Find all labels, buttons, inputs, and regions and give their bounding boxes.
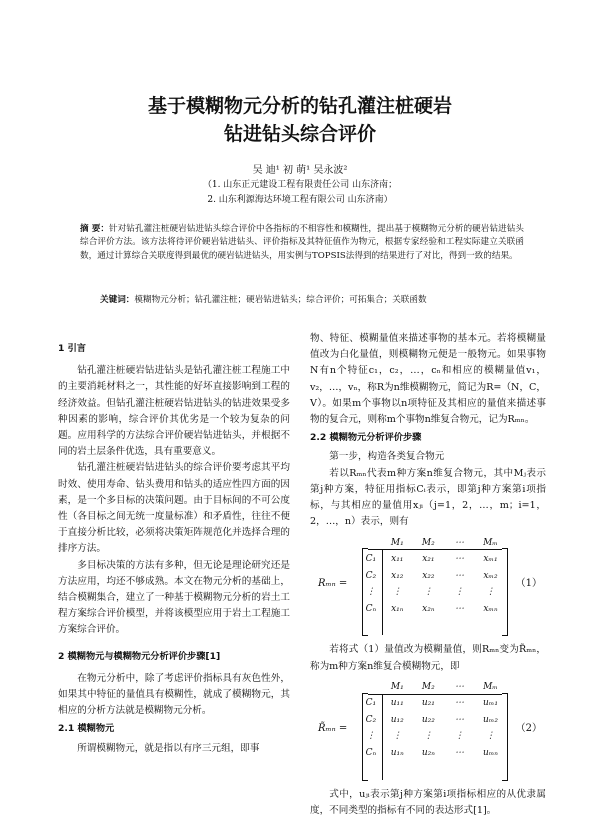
matrix-cell: xₘ₁: [483, 554, 498, 565]
matrix-cell: u₁ₙ: [390, 747, 404, 758]
matrix-cell: M₂: [421, 537, 435, 548]
matrix-cell: u₂₁: [421, 698, 435, 709]
paper-title-line-1: 基于模糊物元分析的钻孔灌注桩硬岩: [147, 95, 452, 117]
matrix-grid: [360, 679, 506, 762]
matrix-row: [360, 584, 506, 601]
matrix-cell: ⋮: [392, 587, 402, 598]
matrix-grid: [360, 534, 506, 617]
keywords-text: 模糊物元分析；钻孔灌注桩；硬岩钻进钻头；综合评价；可拓集合；关联函数: [134, 295, 427, 305]
matrix-cell: ⋮: [485, 587, 495, 598]
matrix-header-row: [360, 679, 506, 696]
matrix-row: [360, 567, 506, 584]
equation-2-number: （2）: [515, 722, 542, 734]
keywords-label: 关键词：: [100, 295, 135, 305]
paragraph: 钻孔灌注桩硬岩钻进钻头是钻孔灌注桩工程施工中的主要消耗材料之一，其性能的好坏直接影响到工程的经济效益。但钻孔灌注桩硬岩钻进钻头的钻进效果受多种因素的影响，综合评价其优劣是一个较为复杂的问题。应用科学的方法综合评价硬岩钻进钻头，并根据不同的岩土层条件优选，具有重要意义。: [58, 365, 290, 458]
matrix-header-row: [360, 534, 506, 551]
matrix-cell: ⋮: [485, 731, 495, 742]
equation-2: [310, 679, 546, 781]
equation-1: [310, 534, 546, 636]
matrix-cell: ⋮: [366, 587, 376, 598]
matrix-cell: ⋯: [454, 714, 464, 725]
paragraph: 式中，uⱼᵢ表示第j种方案第i项指标相应的从优隶属度，不同类型的指标有不同的表达形式[1]。: [310, 788, 546, 817]
matrix-cell: u₂₂: [421, 714, 435, 725]
matrix-row: [360, 600, 506, 617]
paragraph: 多目标决策的方法有多种，但无论是理论研究还是方法应用，均还不够成熟。本文在物元分析的基础上，结合模糊集合，建立了一种基于模糊物元分析的岩土工程方案综合评价模型，并将该模型应用于岩土工程施工方案综合评价。: [58, 559, 290, 636]
equation-2-label: R̃ₘₙ =: [318, 722, 348, 734]
affiliation-2: 2. 山东利源海达环境工程有限公司 山东济南）: [207, 195, 393, 205]
matrix-cell: C₂: [365, 570, 377, 581]
paragraph: 若以Rₘₙ代表m种方案n维复合物元，其中Mⱼ表示第j种方案，特征用指标Cᵢ表示，即第j种方案第i项指标，与其相应的量值用xⱼᵢ（j=1，2，…，m；i=1，2，…，n）表示，则有: [310, 467, 546, 528]
equation-1-number: （1）: [515, 578, 542, 590]
matrix-row: [360, 712, 506, 729]
matrix-row: [360, 728, 506, 745]
paragraph: 所谓模糊物元，就是指以有序三元组，即事: [77, 742, 260, 754]
matrix-cell: ⋮: [454, 731, 464, 742]
matrix-cell: ⋮: [423, 731, 433, 742]
affiliation-1: （1. 山东正元建设工程有限责任公司 山东济南；: [202, 180, 398, 190]
matrix-cell: x₁₂: [391, 570, 404, 581]
section-heading-intro: 1 引言: [58, 343, 86, 354]
matrix-cell: u₁₂: [390, 714, 404, 725]
matrix-cell: x₂₁: [422, 554, 435, 565]
matrix-cell: xₘ₂: [483, 570, 498, 581]
matrix-cell: x₂ₙ: [422, 603, 435, 614]
left-column: [58, 331, 290, 757]
matrix-cell: C₁: [365, 554, 377, 565]
matrix-cell: C₁: [365, 698, 377, 709]
abstract-text: 针对钻孔灌注桩硬岩钻进钻头综合评价中各指标的不相容性和模糊性，提出基于模糊物元分析的硬岩钻进钻头综合评价方法。该方法将待评价硬岩钻进钻头、评价指标及其特征值作为物元，根据专家经验和工程实际建立关联函数，通过计算综合关联度得到最优的硬岩钻进钻头，用实例与TOPSIS法得到的结果进行了对比，得到一致的结果。: [80, 224, 524, 261]
matrix-cell: uₘₙ: [482, 747, 498, 758]
subsection-heading-fuzzy-matter-element: 2.1 模糊物元: [58, 723, 115, 735]
matrix-cell: u₂ₙ: [421, 747, 435, 758]
matrix-cell: x₁ₙ: [391, 603, 404, 614]
matrix-cell: ⋮: [454, 587, 464, 598]
matrix-cell: ⋯: [454, 554, 464, 565]
matrix-cell: Mₘ: [483, 537, 498, 548]
matrix-cell: ⋯: [454, 537, 464, 548]
abstract: [80, 223, 524, 263]
matrix-cell: M₁: [390, 537, 404, 548]
matrix-cell: ⋮: [366, 731, 376, 742]
equation-1-label: Rₘₙ =: [318, 578, 348, 590]
matrix-cell: ⋯: [454, 570, 464, 581]
keywords: [100, 293, 524, 305]
matrix-cell: ⋯: [454, 603, 464, 614]
matrix-cell: uₘ₁: [483, 698, 498, 709]
matrix-cell: uₘ₂: [483, 714, 498, 725]
paragraph: 若将式（1）量值改为模糊量值，则Rₘₙ变为R̃ₘₙ，称为m种方案n维复合模糊物元，即: [310, 644, 546, 672]
authors: 吴 迪¹ 初 萌¹ 吴永波²: [252, 165, 348, 176]
subsection-heading-steps: 2.2 模糊物元分析评价步骤: [310, 432, 422, 444]
matrix-row: [360, 745, 506, 762]
matrix-cell: ⋯: [454, 698, 464, 709]
matrix-cell: ⋮: [423, 587, 433, 598]
paragraph: 物、特征、模糊量值来描述事物的基本元。若将模糊量值改为白化量值，则模糊物元便是一般物元。如果事物N有n个特征c₁，c₂，…，cₙ和相应的模糊量值v₁，v₂，…，vₙ，称R为n维模糊物元，简记为R=（N，C，V）。如果m个事物以n项特征及其相应的量值来描述事物的复合元，则称m个事物n维复合物元，记为Rₘₙ。: [310, 333, 546, 426]
matrix-cell: Cₙ: [365, 747, 377, 758]
matrix-cell: x₁₁: [391, 554, 404, 565]
matrix-cell: ⋯: [454, 681, 464, 692]
matrix-cell: C₂: [365, 714, 377, 725]
matrix-cell: xₘₙ: [483, 603, 498, 614]
matrix-cell: u₁₁: [390, 698, 404, 709]
section-heading-method: 2 模糊物元与模糊物元分析评价步骤[1]: [58, 650, 221, 662]
paragraph: 在物元分析中，除了考虑评价指标具有灰色性外，如果其中特征的量值具有模糊性，就成了模糊物元，其相应的分析方法就是模糊物元分析。: [58, 672, 290, 717]
abstract-label: 摘 要：: [80, 224, 109, 234]
paragraph: 钻孔灌注桩硬岩钻进钻头的综合评价要考虑其平均时效、使用寿命、钻头费用和钻头的适应性四方面的因素，是一个多目标的决策问题。由于目标间的不可公度性（各目标之间无统一度量标准）和矛盾性，往往不便于直接分析比较，必须将决策矩阵规范化并选择合理的排序方法。: [58, 462, 290, 555]
matrix-row: [360, 695, 506, 712]
matrix-cell: Cₙ: [365, 603, 377, 614]
matrix-row: [360, 551, 506, 568]
matrix-cell: x₂₂: [422, 570, 435, 581]
matrix-cell: ⋮: [392, 731, 402, 742]
paragraph: 第一步，构造各类复合物元: [329, 451, 445, 463]
matrix-cell: Mₘ: [483, 681, 498, 692]
right-column: [310, 331, 546, 819]
matrix-cell: M₂: [421, 681, 435, 692]
matrix-cell: ⋯: [454, 747, 464, 758]
matrix-cell: M₁: [390, 681, 404, 692]
paper-title-line-2: 钻进钻头综合评价: [223, 123, 376, 145]
